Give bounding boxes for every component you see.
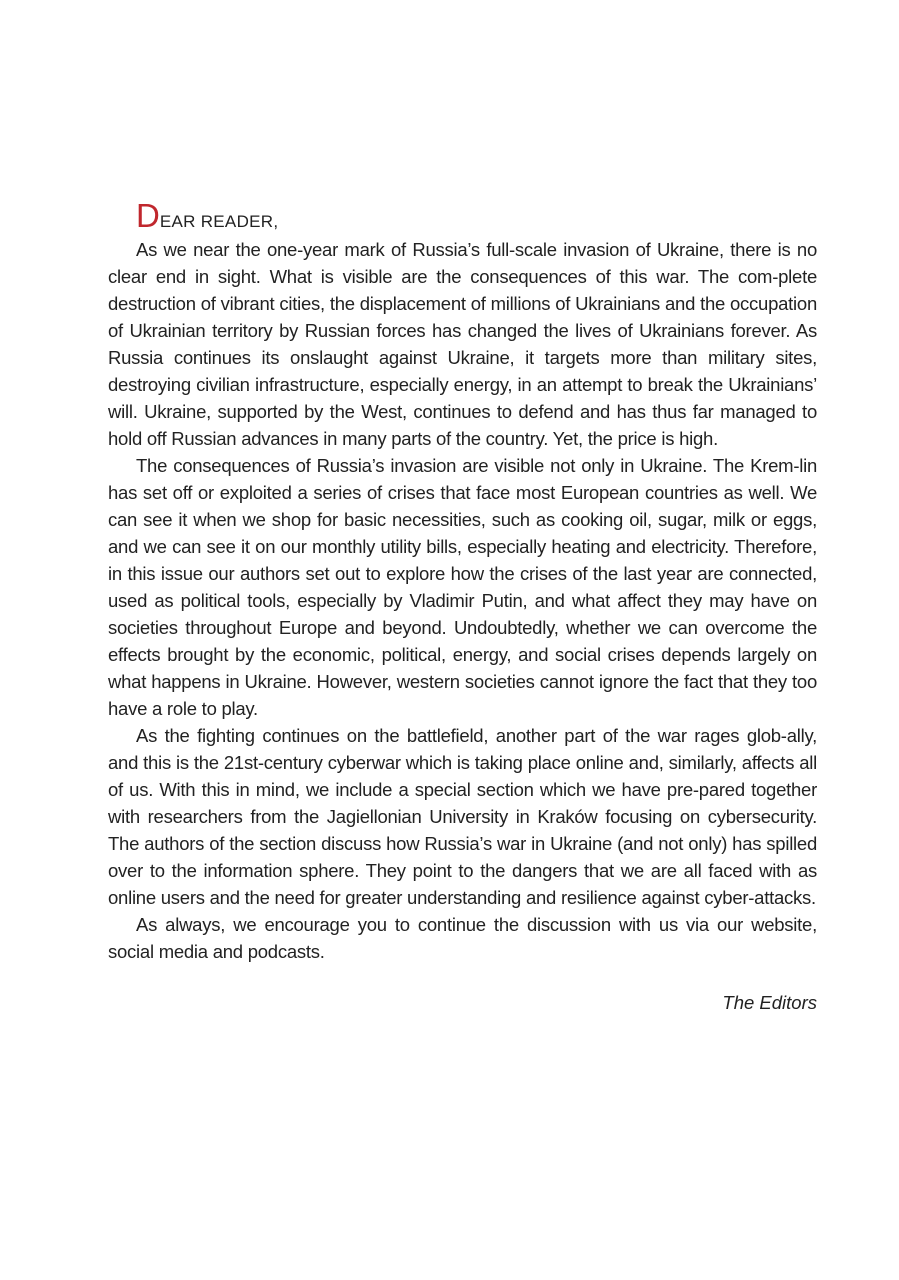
editorial-letter — [108, 197, 817, 1016]
heading-text: EAR READER, — [159, 212, 279, 231]
signature: The Editors — [722, 992, 817, 1013]
paragraph-1: As we near the one-year mark of Russia’s full-scale invasion of Ukraine, there is no clear end in sight. What is visible are the consequences of this war. The com-plete destruction of vibrant cities, the displacement of millions of Ukrainians and the occupation of Ukrainian territory by Russian forces has changed the lives of Ukrainians forever. As Russia continues its onslaught against Ukraine, it targets more than military sites, destroying civilian infrastructure, especially energy, in an attempt to break the Ukrainians’ will. Ukraine, supported by the West, continues to defend and has thus far managed to hold off Russian advances in many parts of the country. Yet, the price is high. — [108, 239, 817, 449]
paragraph-4: As always, we encourage you to continue the discussion with us via our website, social media and podcasts. — [108, 914, 817, 962]
letter-heading — [108, 197, 817, 236]
drop-cap: D — [136, 197, 160, 234]
paragraph-3: As the fighting continues on the battlefield, another part of the war rages glob-ally, and this is the 21st-century cyberwar which is taking place online and, similarly, affects all of us. With this in mind, we include a special section which we have pre-pared together with researchers from the Jagiellonian University in Kraków focusing on cybersecurity. The authors of the section discuss how Russia’s war in Ukraine (and not only) has spilled over to the information sphere. They point to the dangers that we are all faced with as online users and the need for greater understanding and resilience against cyber-attacks. — [108, 725, 817, 908]
paragraph-2: The consequences of Russia’s invasion are visible not only in Ukraine. The Krem-lin has set off or exploited a series of crises that face most European countries as well. We can see it when we shop for basic necessities, such as cooking oil, sugar, milk or eggs, and we can see it on our monthly utility bills, especially heating and electricity. Therefore, in this issue our authors set out to explore how the crises of the last year are connected, used as political tools, especially by Vladimir Putin, and what affect they may have on societies throughout Europe and beyond. Undoubtedly, whether we can overcome the effects brought by the economic, political, energy, and social crises depends largely on what happens in Ukraine. However, western societies cannot ignore the fact that they too have a role to play. — [108, 455, 817, 719]
